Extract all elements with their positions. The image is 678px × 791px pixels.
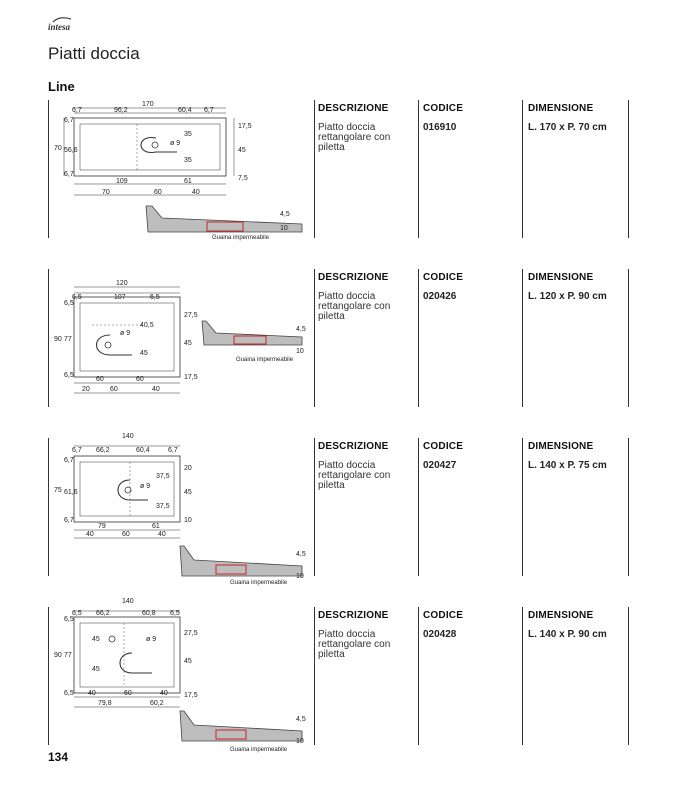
svg-text:40: 40 bbox=[86, 531, 94, 538]
technical-drawing bbox=[52, 269, 312, 409]
svg-text:4,5: 4,5 bbox=[296, 326, 306, 333]
svg-text:27,5: 27,5 bbox=[184, 630, 198, 637]
svg-text:60: 60 bbox=[124, 690, 132, 697]
product-description: Piatto doccia rettangolare con piletta bbox=[318, 460, 391, 491]
description-header: DESCRIZIONE bbox=[318, 441, 389, 452]
product-dimension: L. 140 x P. 90 cm bbox=[528, 629, 607, 640]
dimension-header: DIMENSIONE bbox=[528, 103, 594, 114]
svg-text:70: 70 bbox=[102, 189, 110, 196]
description-header: DESCRIZIONE bbox=[318, 103, 389, 114]
svg-text:60,4: 60,4 bbox=[136, 447, 150, 454]
code-header: CODICE bbox=[423, 441, 464, 452]
divider bbox=[48, 607, 49, 745]
svg-text:60: 60 bbox=[110, 386, 118, 393]
divider bbox=[628, 607, 629, 745]
svg-text:ø 9: ø 9 bbox=[146, 636, 157, 643]
svg-text:7,5: 7,5 bbox=[238, 175, 248, 182]
svg-text:66,2: 66,2 bbox=[96, 447, 110, 454]
svg-text:20: 20 bbox=[184, 465, 192, 472]
svg-text:79,8: 79,8 bbox=[98, 700, 112, 707]
product-description: Piatto doccia rettangolare con piletta bbox=[318, 291, 391, 322]
svg-text:4,5: 4,5 bbox=[296, 716, 306, 723]
svg-text:70: 70 bbox=[54, 145, 62, 152]
svg-text:17,5: 17,5 bbox=[238, 123, 252, 130]
svg-text:6,7: 6,7 bbox=[64, 517, 74, 524]
svg-text:77: 77 bbox=[64, 652, 72, 659]
description-header: DESCRIZIONE bbox=[318, 610, 389, 621]
product-dimension: L. 170 x P. 70 cm bbox=[528, 122, 607, 133]
description-header: DESCRIZIONE bbox=[318, 272, 389, 283]
svg-text:77: 77 bbox=[64, 336, 72, 343]
code-header: CODICE bbox=[423, 103, 464, 114]
svg-text:6,7: 6,7 bbox=[168, 447, 178, 454]
product-row bbox=[0, 100, 678, 240]
svg-text:75: 75 bbox=[54, 487, 62, 494]
svg-text:90: 90 bbox=[54, 652, 62, 659]
svg-text:60: 60 bbox=[96, 376, 104, 383]
divider bbox=[48, 269, 49, 407]
svg-text:6,7: 6,7 bbox=[72, 107, 82, 114]
divider bbox=[48, 438, 49, 576]
divider bbox=[628, 269, 629, 407]
divider bbox=[314, 269, 315, 407]
product-row bbox=[0, 269, 678, 409]
svg-text:35: 35 bbox=[184, 131, 192, 138]
svg-text:90: 90 bbox=[54, 336, 62, 343]
svg-text:45: 45 bbox=[238, 147, 246, 154]
svg-text:6,7: 6,7 bbox=[64, 117, 74, 124]
membrane-label: Guaina impermeabile bbox=[236, 357, 294, 363]
divider bbox=[522, 100, 523, 238]
divider bbox=[628, 438, 629, 576]
brand-logo: intesa bbox=[48, 22, 71, 32]
product-row bbox=[0, 598, 678, 753]
dimension-header: DIMENSIONE bbox=[528, 441, 594, 452]
divider bbox=[628, 100, 629, 238]
svg-text:66,2: 66,2 bbox=[96, 610, 110, 617]
divider bbox=[314, 438, 315, 576]
product-description: Piatto doccia rettangolare con piletta bbox=[318, 629, 391, 660]
svg-text:60: 60 bbox=[136, 376, 144, 383]
technical-drawing bbox=[52, 100, 312, 240]
dimension-header: DIMENSIONE bbox=[528, 610, 594, 621]
svg-text:40: 40 bbox=[152, 386, 160, 393]
svg-text:61: 61 bbox=[184, 178, 192, 185]
product-row bbox=[0, 433, 678, 586]
svg-text:20: 20 bbox=[82, 386, 90, 393]
divider bbox=[418, 607, 419, 745]
svg-text:45: 45 bbox=[184, 658, 192, 665]
product-description: Piatto doccia rettangolare con piletta bbox=[318, 122, 391, 153]
svg-text:4,5: 4,5 bbox=[296, 551, 306, 558]
svg-text:6,5: 6,5 bbox=[150, 294, 160, 301]
svg-text:6,5: 6,5 bbox=[72, 294, 82, 301]
svg-text:40,5: 40,5 bbox=[140, 322, 154, 329]
membrane-label: Guaina impermeabile bbox=[212, 235, 270, 241]
svg-text:6,5: 6,5 bbox=[64, 372, 74, 379]
svg-text:40: 40 bbox=[88, 690, 96, 697]
svg-text:45: 45 bbox=[184, 340, 192, 347]
divider bbox=[314, 607, 315, 745]
svg-text:ø 9: ø 9 bbox=[170, 140, 181, 147]
technical-drawing bbox=[52, 598, 312, 757]
svg-text:35: 35 bbox=[184, 157, 192, 164]
svg-text:10: 10 bbox=[296, 348, 304, 355]
svg-text:27,5: 27,5 bbox=[184, 312, 198, 319]
divider bbox=[522, 438, 523, 576]
svg-text:61,6: 61,6 bbox=[64, 489, 78, 496]
dimension-header: DIMENSIONE bbox=[528, 272, 594, 283]
svg-text:79: 79 bbox=[98, 523, 106, 530]
divider bbox=[418, 100, 419, 238]
page-title: Piatti doccia bbox=[48, 44, 140, 63]
svg-text:45: 45 bbox=[140, 350, 148, 357]
divider bbox=[522, 269, 523, 407]
dim-total-width: 170 bbox=[142, 101, 154, 108]
svg-text:40: 40 bbox=[160, 690, 168, 697]
membrane-label: Guaina impermeabile bbox=[230, 747, 288, 753]
svg-text:ø 9: ø 9 bbox=[140, 483, 151, 490]
product-code: 020427 bbox=[423, 460, 457, 471]
section-title: Line bbox=[48, 79, 75, 94]
svg-text:6,7: 6,7 bbox=[72, 447, 82, 454]
svg-text:61: 61 bbox=[152, 523, 160, 530]
svg-text:37,5: 37,5 bbox=[156, 473, 170, 480]
dim-total-width: 140 bbox=[122, 598, 134, 605]
svg-text:6,5: 6,5 bbox=[170, 610, 180, 617]
product-code: 016910 bbox=[423, 122, 457, 133]
code-header: CODICE bbox=[423, 272, 464, 283]
svg-text:6,5: 6,5 bbox=[64, 300, 74, 307]
svg-text:109: 109 bbox=[116, 178, 128, 185]
svg-text:60: 60 bbox=[154, 189, 162, 196]
svg-text:10: 10 bbox=[280, 225, 288, 232]
svg-text:56,6: 56,6 bbox=[64, 147, 78, 154]
divider bbox=[418, 269, 419, 407]
svg-text:60,8: 60,8 bbox=[142, 610, 156, 617]
svg-text:96,2: 96,2 bbox=[114, 107, 128, 114]
svg-text:107: 107 bbox=[114, 294, 126, 301]
svg-text:40: 40 bbox=[192, 189, 200, 196]
svg-text:17,5: 17,5 bbox=[184, 374, 198, 381]
product-code: 020426 bbox=[423, 291, 457, 302]
svg-text:6,5: 6,5 bbox=[64, 690, 74, 697]
svg-text:10: 10 bbox=[296, 573, 304, 580]
svg-text:10: 10 bbox=[184, 517, 192, 524]
svg-text:6,7: 6,7 bbox=[204, 107, 214, 114]
svg-text:6,7: 6,7 bbox=[64, 457, 74, 464]
product-code: 020428 bbox=[423, 629, 457, 640]
product-dimension: L. 140 x P. 75 cm bbox=[528, 460, 607, 471]
svg-text:45: 45 bbox=[92, 636, 100, 643]
code-header: CODICE bbox=[423, 610, 464, 621]
svg-text:ø 9: ø 9 bbox=[120, 330, 131, 337]
svg-text:40: 40 bbox=[158, 531, 166, 538]
divider bbox=[314, 100, 315, 238]
svg-text:60: 60 bbox=[122, 531, 130, 538]
svg-text:6,5: 6,5 bbox=[64, 616, 74, 623]
technical-drawing bbox=[52, 433, 312, 588]
divider bbox=[48, 100, 49, 238]
svg-text:60,4: 60,4 bbox=[178, 107, 192, 114]
dim-total-width: 140 bbox=[122, 433, 134, 440]
divider bbox=[418, 438, 419, 576]
svg-text:60,2: 60,2 bbox=[150, 700, 164, 707]
membrane-label: Guaina impermeabile bbox=[230, 580, 288, 586]
page-number: 134 bbox=[48, 750, 69, 764]
svg-text:17,5: 17,5 bbox=[184, 692, 198, 699]
svg-text:45: 45 bbox=[92, 666, 100, 673]
svg-text:45: 45 bbox=[184, 489, 192, 496]
divider bbox=[522, 607, 523, 745]
product-dimension: L. 120 x P. 90 cm bbox=[528, 291, 607, 302]
svg-text:6,5: 6,5 bbox=[72, 610, 82, 617]
svg-text:4,5: 4,5 bbox=[280, 211, 290, 218]
svg-text:37,5: 37,5 bbox=[156, 503, 170, 510]
svg-text:10: 10 bbox=[296, 738, 304, 745]
svg-text:6,7: 6,7 bbox=[64, 171, 74, 178]
dim-total-width: 120 bbox=[116, 280, 128, 287]
